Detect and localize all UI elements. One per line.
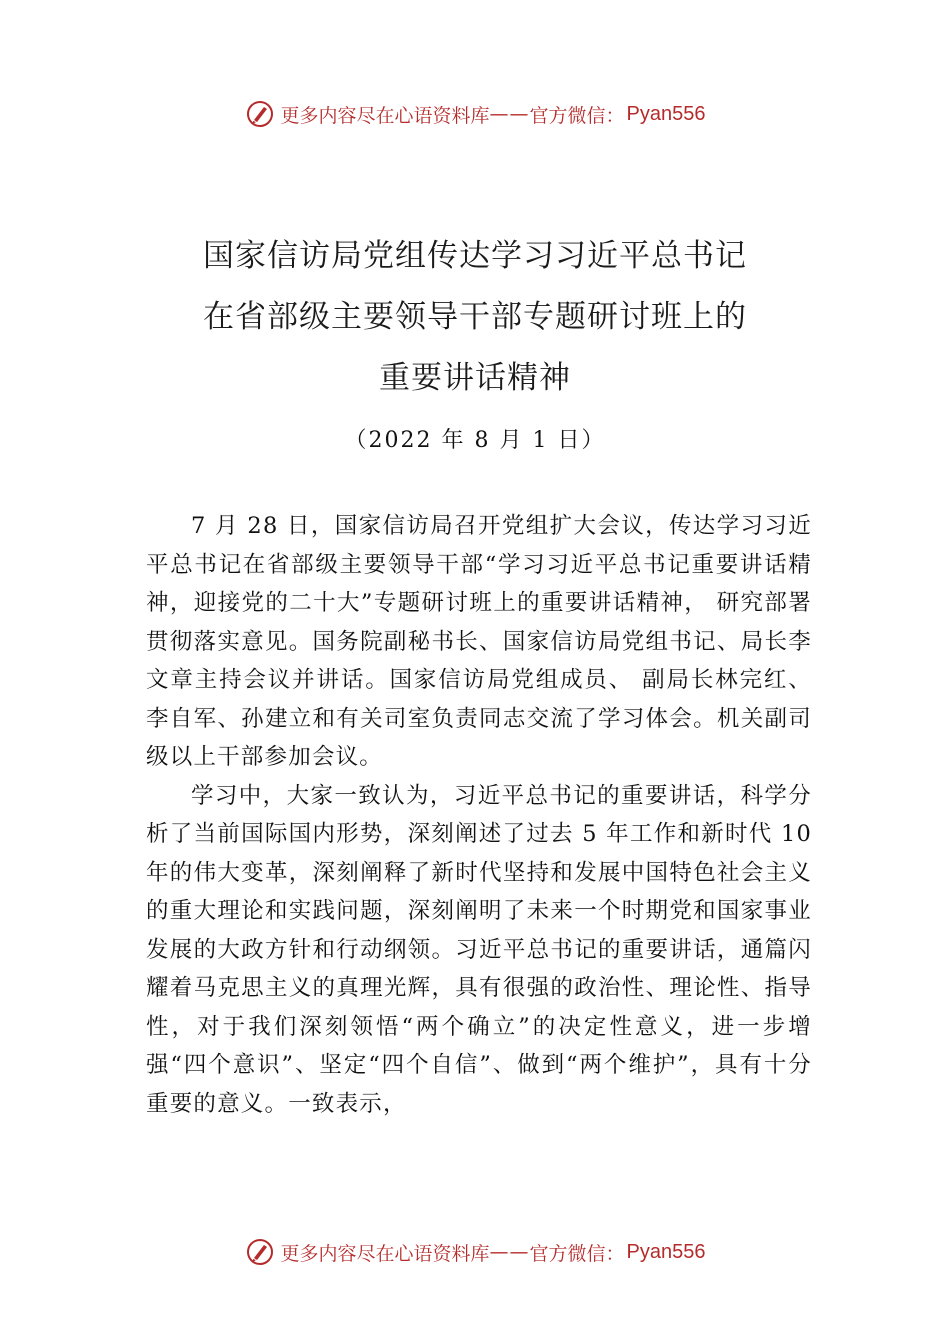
title-line: 在省部级主要领导干部专题研讨班上的 (203, 299, 747, 335)
paragraph: 学习中，大家一致认为，习近平总书记的重要讲话，科学分析了当前国际国内形势，深刻阐述了过去 5 年工作和新时代 10 年的伟大变革，深刻阐释了新时代坚持和发展中国特色社会主义的重大理论和实践问题，深刻阐明了未来一个时期党和国家事业发展的大政方针和行动纲领。习近平总书记的重要讲话，通篇闪耀着马克思主义的真理光辉，具有很强的政治性、理论性、指导性，对于我们深刻领悟“两个确立”的决定性意义，进一步增强“四个意识”、坚定“四个自信”、做到“两个维护”，具有十分重要的意义。一致表示， (146, 782, 812, 1117)
title-line: 重要讲话精神 (379, 360, 571, 396)
watermark-wechat-id: Pyan556 (626, 102, 706, 125)
pen-seal-icon (245, 99, 275, 129)
title-line: 国家信访局党组传达学习习近平总书记 (203, 238, 747, 274)
document-date: （2022 年 8 月 1 日） (344, 428, 606, 453)
watermark-text: 更多内容尽在心语资料库 (280, 104, 490, 127)
watermark-wechat-label: 官方微信： (529, 1242, 625, 1265)
watermark-wechat-label: 官方微信： (529, 104, 625, 127)
watermark-wechat-id: Pyan556 (626, 1240, 706, 1263)
header-watermark (0, 94, 950, 134)
paragraph: 7 月 28 日，国家信访局召开党组扩大会议，传达学习习近平总书记在省部级主要领导干部“学习习近平总书记重要讲话精神，迎接党的二十大”专题研讨班上的重要讲话精神， 研究部署贯彻落实意见。国务院副秘书长、国家信访局党组书记、局长李文章主持会议并讲话。国家信访局党组成员、 副局长林完红、李自军、孙建立和有关司室负责同志交流了学习体会。机关副司级以上干部参加会议。 (146, 513, 812, 770)
watermark-text: 更多内容尽在心语资料库 (280, 1242, 490, 1265)
document-title (100, 226, 850, 409)
document-body (146, 507, 812, 1123)
watermark-separator: —— (489, 1241, 530, 1263)
footer-watermark (0, 1232, 950, 1272)
watermark-separator: —— (489, 103, 530, 125)
pen-seal-icon (245, 1237, 275, 1267)
